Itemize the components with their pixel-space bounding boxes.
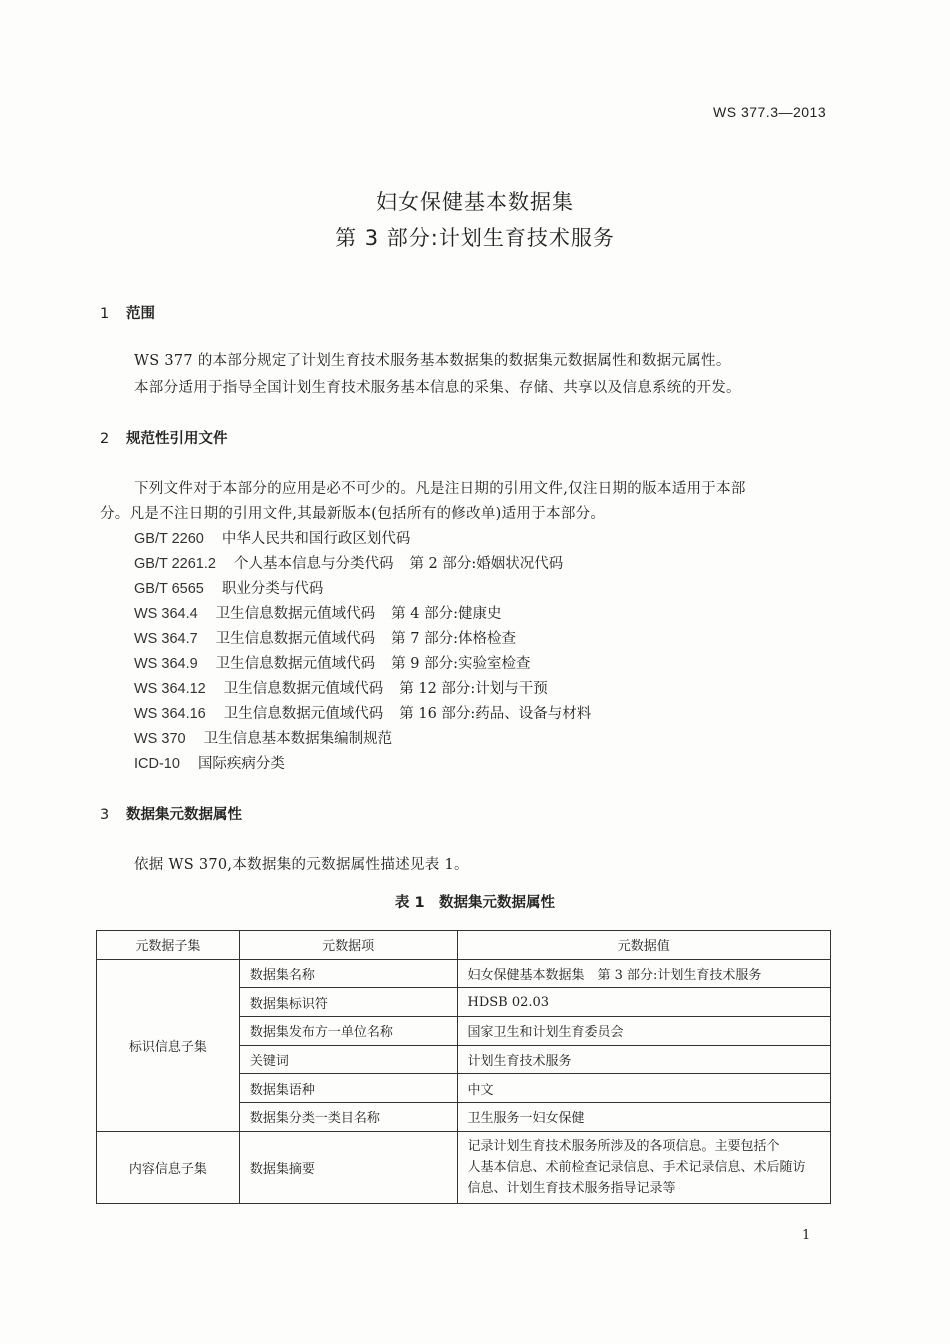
item-cell: 数据集摘要 xyxy=(239,1131,457,1203)
reference-code: WS 364.16 xyxy=(134,706,206,722)
value-line: 人基本信息、术前检查记录信息、手术记录信息、术后随访 xyxy=(467,1159,806,1175)
metadata-table xyxy=(96,930,831,1204)
reference-code: GB/T 2260 xyxy=(134,531,204,547)
reference-part: 第 9 部分:实验室检查 xyxy=(391,656,531,672)
item-cell: 数据集分类一类目名称 xyxy=(239,1103,457,1132)
reference-part: 第 4 部分:健康史 xyxy=(391,606,502,622)
reference-code: WS 364.7 xyxy=(134,631,198,647)
reference-code: WS 364.9 xyxy=(134,656,198,672)
item-cell: 数据集发布方一单位名称 xyxy=(239,1017,457,1046)
reference-title: 卫生信息数据元值域代码 xyxy=(215,631,376,647)
value-cell: 中文 xyxy=(457,1074,831,1103)
reference-title: 职业分类与代码 xyxy=(221,581,324,597)
reference-part: 第 2 部分:婚姻状况代码 xyxy=(409,556,564,572)
value-cell: HDSB 02.03 xyxy=(457,988,831,1017)
reference-code: GB/T 6565 xyxy=(134,581,204,597)
reference-part: 第 7 部分:体格检查 xyxy=(391,631,517,647)
subset-cell: 内容信息子集 xyxy=(97,1131,240,1203)
normative-intro-line-2: 分。凡是不注日期的引用文件,其最新版本(包括所有的修改单)适用于本部分。 xyxy=(100,506,606,522)
section-3-heading xyxy=(100,803,242,824)
reference-title: 卫生信息数据元值域代码 xyxy=(215,656,376,672)
reference-title: 卫生信息基本数据集编制规范 xyxy=(203,731,393,747)
column-header: 元数据值 xyxy=(457,931,831,960)
reference-title: 个人基本信息与分类代码 xyxy=(233,556,394,572)
item-cell: 关键词 xyxy=(239,1045,457,1074)
document-title-line-1: 妇女保健基本数据集 xyxy=(376,190,574,214)
reference-title: 国际疾病分类 xyxy=(197,756,285,772)
metadata-paragraph: 依据 WS 370,本数据集的元数据属性描述见表 1。 xyxy=(134,857,469,873)
reference-item xyxy=(134,577,323,598)
value-cell xyxy=(457,1131,831,1203)
value-line: 记录计划生育技术服务所涉及的各项信息。主要包括个 xyxy=(467,1138,780,1154)
item-cell: 数据集名称 xyxy=(239,959,457,988)
reference-title: 卫生信息数据元值域代码 xyxy=(223,681,384,697)
normative-intro-line-1: 下列文件对于本部分的应用是必不可少的。凡是注日期的引用文件,仅注日期的版本适用于本部 xyxy=(134,481,746,497)
column-header: 元数据项 xyxy=(239,931,457,960)
table-header-row xyxy=(97,931,831,960)
section-1-heading xyxy=(100,302,155,323)
table-row xyxy=(97,959,831,988)
section-title: 数据集元数据属性 xyxy=(126,807,242,823)
value-cell: 卫生服务一妇女保健 xyxy=(457,1103,831,1132)
reference-title: 卫生信息数据元值域代码 xyxy=(223,706,384,722)
reference-item xyxy=(134,552,563,573)
section-title: 范围 xyxy=(126,306,155,322)
section-2-heading xyxy=(100,427,228,448)
reference-part: 第 16 部分:药品、设备与材料 xyxy=(399,706,592,722)
standard-code: WS 377.3—2013 xyxy=(713,104,827,120)
reference-item xyxy=(134,652,531,673)
value-cell: 妇女保健基本数据集 第 3 部分:计划生育技术服务 xyxy=(457,959,831,988)
section-number: 2 xyxy=(100,431,110,447)
reference-item xyxy=(134,677,548,698)
section-number: 1 xyxy=(100,306,110,322)
scope-paragraph-1: WS 377 的本部分规定了计划生育技术服务基本数据集的数据集元数据属性和数据元属性。 xyxy=(134,353,731,369)
subset-cell: 标识信息子集 xyxy=(97,959,240,1131)
reference-item xyxy=(134,602,502,623)
document-title-line-2: 第 3 部分:计划生育技术服务 xyxy=(335,226,615,250)
reference-item xyxy=(134,702,591,723)
scope-paragraph-2: 本部分适用于指导全国计划生育技术服务基本信息的采集、存储、共享以及信息系统的开发。 xyxy=(134,380,741,396)
reference-item xyxy=(134,752,285,773)
reference-title: 中华人民共和国行政区划代码 xyxy=(221,531,411,547)
reference-item xyxy=(134,527,410,548)
page-number: 1 xyxy=(802,1228,811,1243)
item-cell: 数据集语种 xyxy=(239,1074,457,1103)
reference-code: WS 364.12 xyxy=(134,681,206,697)
reference-code: GB/T 2261.2 xyxy=(134,556,216,572)
value-cell: 计划生育技术服务 xyxy=(457,1045,831,1074)
column-header: 元数据子集 xyxy=(97,931,240,960)
item-cell: 数据集标识符 xyxy=(239,988,457,1017)
reference-item xyxy=(134,627,516,648)
reference-part: 第 12 部分:计划与干预 xyxy=(399,681,548,697)
section-number: 3 xyxy=(100,807,110,823)
reference-code: ICD-10 xyxy=(134,756,180,772)
table-caption: 表 1 数据集元数据属性 xyxy=(394,895,556,911)
value-cell: 国家卫生和计划生育委员会 xyxy=(457,1017,831,1046)
table-row xyxy=(97,1131,831,1203)
reference-code: WS 364.4 xyxy=(134,606,198,622)
reference-title: 卫生信息数据元值域代码 xyxy=(215,606,376,622)
value-line: 信息、计划生育技术服务指导记录等 xyxy=(467,1180,676,1196)
section-title: 规范性引用文件 xyxy=(126,431,228,447)
reference-item xyxy=(134,727,392,748)
reference-code: WS 370 xyxy=(134,731,186,747)
